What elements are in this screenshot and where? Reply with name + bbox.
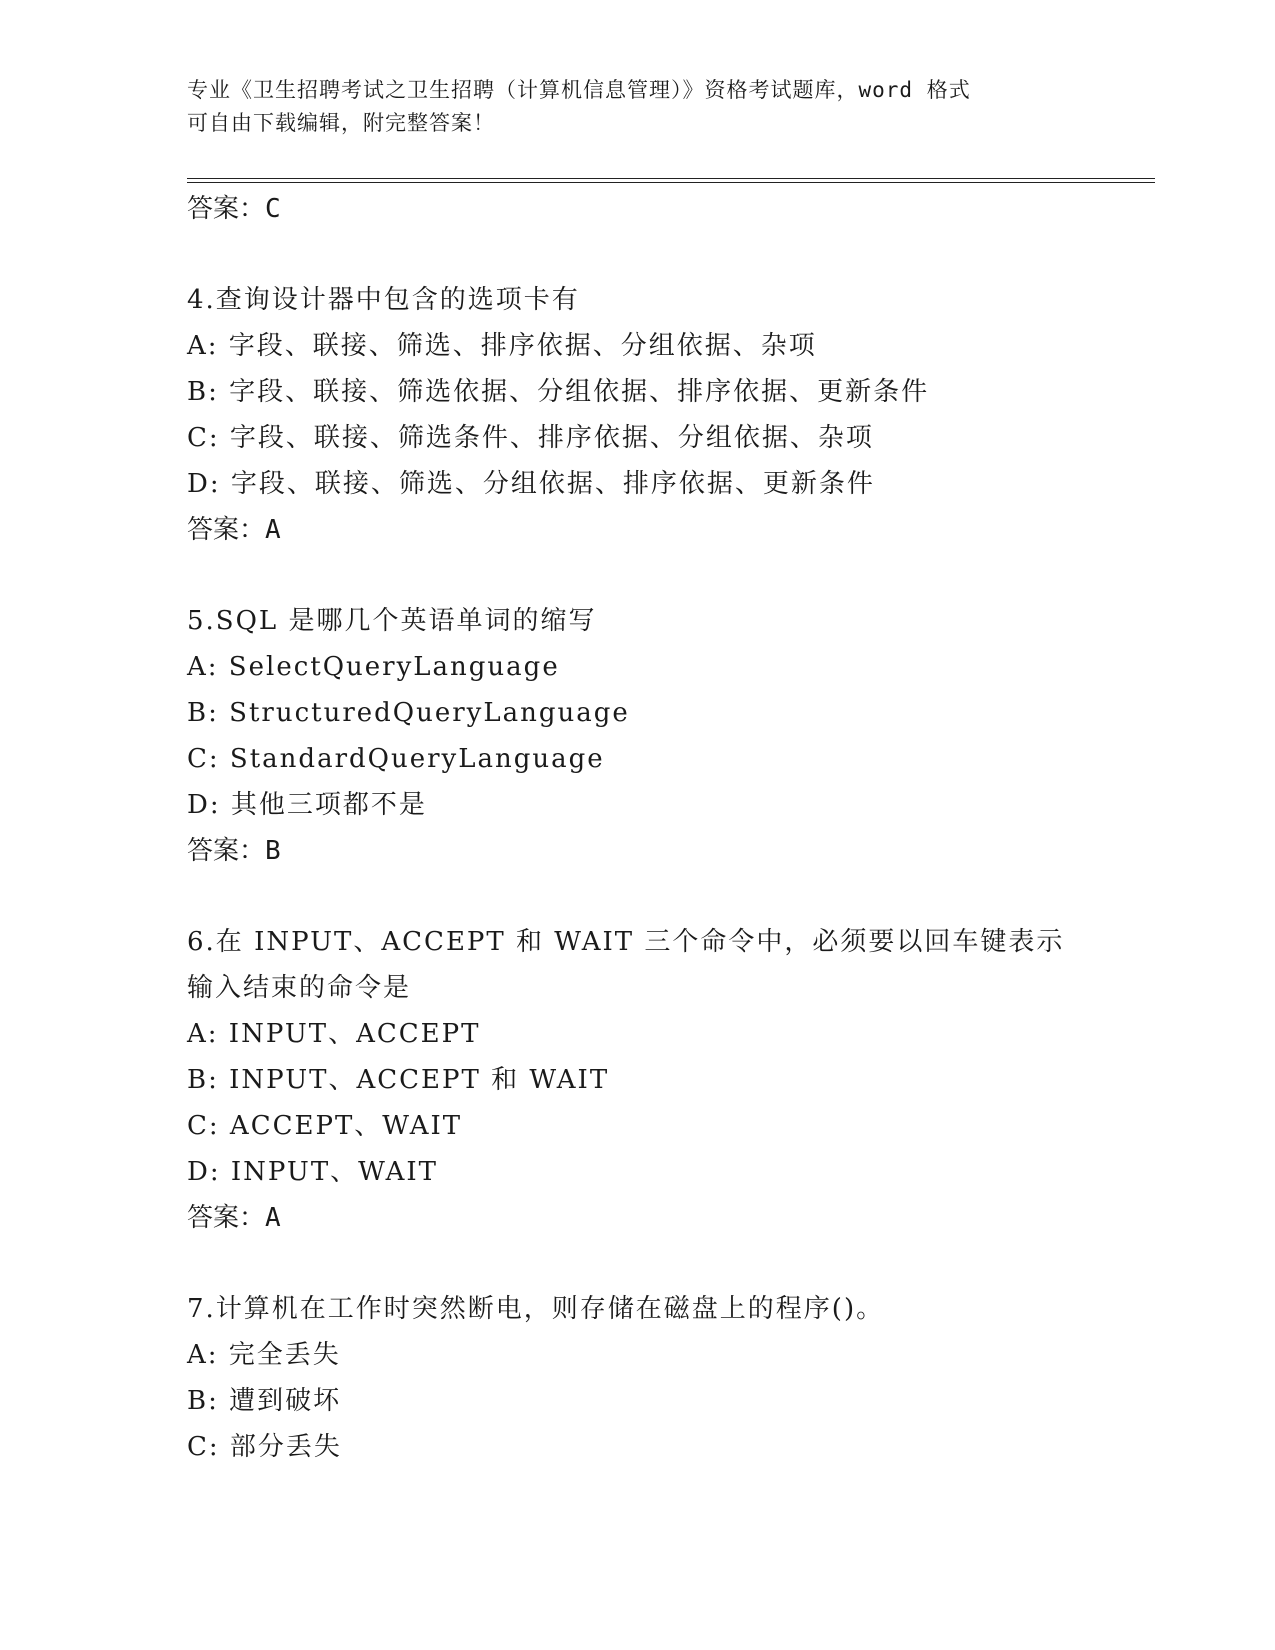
- question-7-option-a: A: 完全丢失: [187, 1340, 341, 1370]
- question-6-option-c: C: ACCEPT、WAIT: [187, 1111, 463, 1141]
- question-6: [187, 919, 1087, 1195]
- question-6-title: 6.在 INPUT、ACCEPT 和 WAIT 三个命令中，必须要以回车键表示输入结束的命令是: [187, 927, 1065, 1003]
- question-4-option-b: B: 字段、联接、筛选依据、分组依据、排序依据、更新条件: [187, 377, 930, 407]
- header-line-2: 可自由下载编辑，附完整答案！: [187, 111, 495, 135]
- question-7-option-b: B: 遭到破坏: [187, 1386, 342, 1416]
- question-4-option-d: D: 字段、联接、筛选、分组依据、排序依据、更新条件: [187, 469, 875, 499]
- spacer: [187, 553, 1087, 598]
- question-5-option-a: A: SelectQueryLanguage: [187, 652, 560, 682]
- question-5: [187, 598, 1087, 828]
- question-list: [187, 186, 1087, 1470]
- header-divider-top: [187, 178, 1155, 179]
- question-5-option-b: B: StructuredQueryLanguage: [187, 698, 630, 728]
- question-7: [187, 1286, 1087, 1470]
- question-6-answer: 答案：A: [187, 1203, 281, 1233]
- header-divider-bottom: [187, 182, 1155, 183]
- question-6-option-a: A: INPUT、ACCEPT: [187, 1019, 481, 1049]
- question-6-option-d: D: INPUT、WAIT: [187, 1157, 438, 1187]
- question-5-option-c: C: StandardQueryLanguage: [187, 744, 605, 774]
- question-7-option-c: C: 部分丢失: [187, 1432, 342, 1462]
- question-4-option-a: A: 字段、联接、筛选、排序依据、分组依据、杂项: [187, 331, 817, 361]
- question-5-title: 5.SQL 是哪几个英语单词的缩写: [187, 606, 597, 636]
- spacer: [187, 874, 1087, 919]
- question-5-answer: 答案：B: [187, 836, 281, 866]
- question-5-option-d: D: 其他三项都不是: [187, 790, 427, 820]
- previous-answer: 答案：C: [187, 194, 281, 224]
- question-4-title: 4.查询设计器中包含的选项卡有: [187, 285, 580, 315]
- question-4-option-c: C: 字段、联接、筛选条件、排序依据、分组依据、杂项: [187, 423, 874, 453]
- question-4-answer: 答案：A: [187, 515, 281, 545]
- question-4: [187, 277, 1087, 507]
- spacer: [187, 1241, 1087, 1286]
- question-7-title: 7.计算机在工作时突然断电，则存储在磁盘上的程序()。: [187, 1294, 885, 1324]
- spacer: [187, 232, 1087, 277]
- question-6-option-b: B: INPUT、ACCEPT 和 WAIT: [187, 1065, 610, 1095]
- header-line-1: 专业《卫生招聘考试之卫生招聘（计算机信息管理）》资格考试题库，word 格式: [187, 78, 971, 102]
- page-header: [187, 74, 1087, 140]
